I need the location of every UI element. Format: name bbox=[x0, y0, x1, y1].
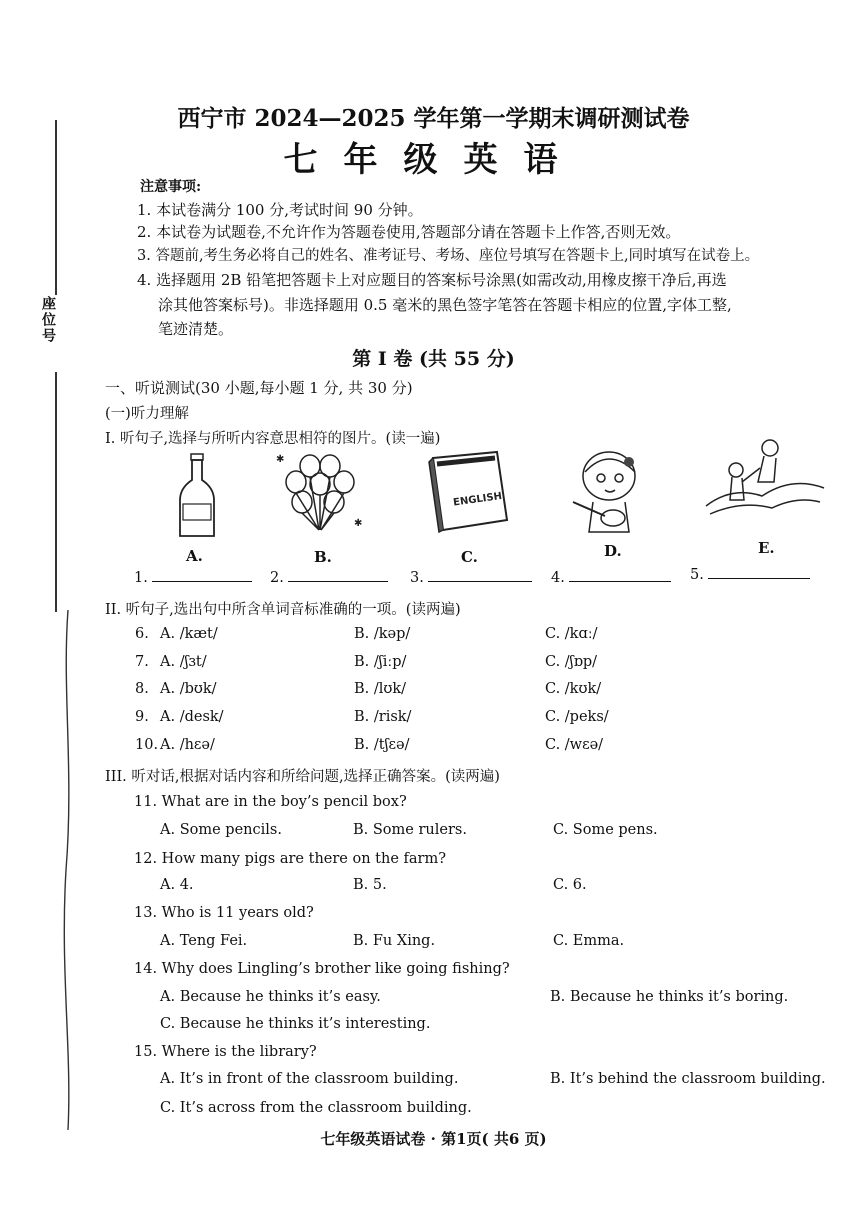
subject-title: 七年级英语 bbox=[283, 140, 584, 180]
q10-option-a[interactable]: A. /hɛə/ bbox=[160, 737, 215, 753]
q15-option-b[interactable]: B. It’s behind the classroom building. bbox=[550, 1071, 826, 1087]
notes-item-4-end: 笔迹清楚。 bbox=[158, 320, 234, 338]
q14-option-a[interactable]: A. Because he thinks it’s easy. bbox=[160, 989, 381, 1005]
notes-item-3: 3. 答题前,考生务必将自己的姓名、准考证号、考场、座位号填写在答题卡上,同时填写在试卷上。 bbox=[137, 248, 760, 264]
q13-option-c[interactable]: C. Emma. bbox=[553, 933, 625, 949]
q14-option-c[interactable]: C. Because he thinks it’s interesting. bbox=[160, 1016, 431, 1032]
picture-label-e: E. bbox=[758, 539, 775, 557]
q8-option-a[interactable]: A. /bʊk/ bbox=[160, 681, 217, 697]
part-1-title: I. 听句子,选择与所听内容意思相符的图片。(读一遍) bbox=[105, 431, 441, 447]
answer-blank-5[interactable]: 5. bbox=[690, 567, 810, 583]
english-book-icon bbox=[425, 450, 515, 535]
q6-option-c[interactable]: C. /kɑː/ bbox=[545, 626, 598, 642]
q7-option-b[interactable]: B. /ʃiːp/ bbox=[354, 654, 407, 670]
notes-item-4: 4. 选择题用 2B 铅笔把答题卡上对应题目的答案标号涂黑(如需改动,用橡皮擦干净后,再选 bbox=[137, 271, 727, 289]
part-2-title: II. 听句子,选出句中所含单词音标准确的一项。(读两遍) bbox=[105, 602, 461, 618]
q12-option-c[interactable]: C. 6. bbox=[553, 877, 587, 893]
q13-text: 13. Who is 11 years old? bbox=[134, 905, 314, 921]
q11-option-a[interactable]: A. Some pencils. bbox=[160, 822, 282, 838]
q13-option-a[interactable]: A. Teng Fei. bbox=[160, 933, 248, 949]
notes-item-4-cont: 涂其他答案标号)。非选择题用 0.5 毫米的黑色签字笔答在答题卡相应的位置,字体工整, bbox=[158, 296, 732, 314]
q6-number: 6. bbox=[135, 626, 149, 642]
q11-option-c[interactable]: C. Some pens. bbox=[553, 822, 658, 838]
q9-option-a[interactable]: A. /desk/ bbox=[160, 709, 224, 725]
q13-option-b[interactable]: B. Fu Xing. bbox=[353, 933, 436, 949]
q15-option-a[interactable]: A. It’s in front of the classroom building. bbox=[160, 1071, 459, 1087]
q8-option-b[interactable]: B. /lʊk/ bbox=[354, 681, 407, 697]
q7-option-c[interactable]: C. /ʃɒp/ bbox=[545, 654, 598, 670]
q11-option-b[interactable]: B. Some rulers. bbox=[353, 822, 467, 838]
q12-text: 12. How many pigs are there on the farm? bbox=[134, 851, 446, 867]
page-footer: 七年级英语试卷 · 第1页( 共6 页) bbox=[320, 1130, 547, 1148]
q7-option-a[interactable]: A. /ʃɜt/ bbox=[160, 654, 207, 670]
balloons-icon bbox=[272, 452, 367, 542]
q10-option-b[interactable]: B. /tʃɛə/ bbox=[354, 737, 410, 753]
girl-guitar-icon bbox=[563, 446, 653, 536]
q9-option-b[interactable]: B. /risk/ bbox=[354, 709, 412, 725]
q8-option-c[interactable]: C. /kʊk/ bbox=[545, 681, 602, 697]
svg-text:✱: ✱ bbox=[276, 454, 285, 465]
binding-line-bottom bbox=[55, 372, 57, 612]
binding-wavy-line bbox=[60, 610, 80, 1130]
q10-number: 10. bbox=[135, 737, 159, 753]
picture-label-b: B. bbox=[314, 548, 332, 566]
picture-label-c: C. bbox=[461, 548, 478, 566]
answer-blank-3[interactable]: 3. bbox=[410, 570, 532, 586]
book-cover-text: ENGLISH bbox=[452, 490, 503, 509]
q15-text: 15. Where is the library? bbox=[134, 1044, 317, 1060]
q7-number: 7. bbox=[135, 654, 149, 670]
volume-heading: 第 I 卷 (共 55 分) bbox=[352, 348, 515, 370]
q14-text: 14. Why does Lingling’s brother like going fishing? bbox=[134, 961, 510, 977]
notes-heading: 注意事项: bbox=[140, 179, 202, 195]
picture-label-d: D. bbox=[604, 542, 622, 560]
seat-number-label: 座位号 bbox=[40, 296, 56, 344]
svg-text:✱: ✱ bbox=[354, 518, 363, 529]
q9-option-c[interactable]: C. /peks/ bbox=[545, 709, 609, 725]
section-1-subtitle: (一)听力理解 bbox=[105, 406, 189, 422]
q15-option-c[interactable]: C. It’s across from the classroom building. bbox=[160, 1100, 472, 1116]
notes-item-2: 2. 本试卷为试题卷,不允许作为答题卷使用,答题部分请在答题卡上作答,否则无效。 bbox=[137, 223, 681, 241]
part-3-title: III. 听对话,根据对话内容和所给问题,选择正确答案。(读两遍) bbox=[105, 769, 500, 785]
answer-blank-4[interactable]: 4. bbox=[551, 570, 671, 586]
section-1-title: 一、听说测试(30 小题,每小题 1 分, 共 30 分) bbox=[105, 379, 413, 397]
exam-title: 西宁市 2024—2025 学年第一学期末调研测试卷 bbox=[177, 105, 690, 132]
answer-blank-2[interactable]: 2. bbox=[270, 570, 388, 586]
q14-option-b[interactable]: B. Because he thinks it’s boring. bbox=[550, 989, 789, 1005]
q9-number: 9. bbox=[135, 709, 149, 725]
q6-option-b[interactable]: B. /kəp/ bbox=[354, 626, 411, 642]
q11-text: 11. What are in the boy’s pencil box? bbox=[134, 794, 407, 810]
q10-option-c[interactable]: C. /wɛə/ bbox=[545, 737, 604, 753]
bottle-icon bbox=[172, 452, 222, 542]
q6-option-a[interactable]: A. /kæt/ bbox=[160, 626, 218, 642]
q12-option-a[interactable]: A. 4. bbox=[160, 877, 194, 893]
q8-number: 8. bbox=[135, 681, 149, 697]
q12-option-b[interactable]: B. 5. bbox=[353, 877, 387, 893]
picture-label-a: A. bbox=[186, 547, 203, 565]
notes-item-1: 1. 本试卷满分 100 分,考试时间 90 分钟。 bbox=[137, 201, 423, 219]
hiking-icon bbox=[702, 436, 827, 531]
answer-blank-1[interactable]: 1. bbox=[134, 570, 252, 586]
